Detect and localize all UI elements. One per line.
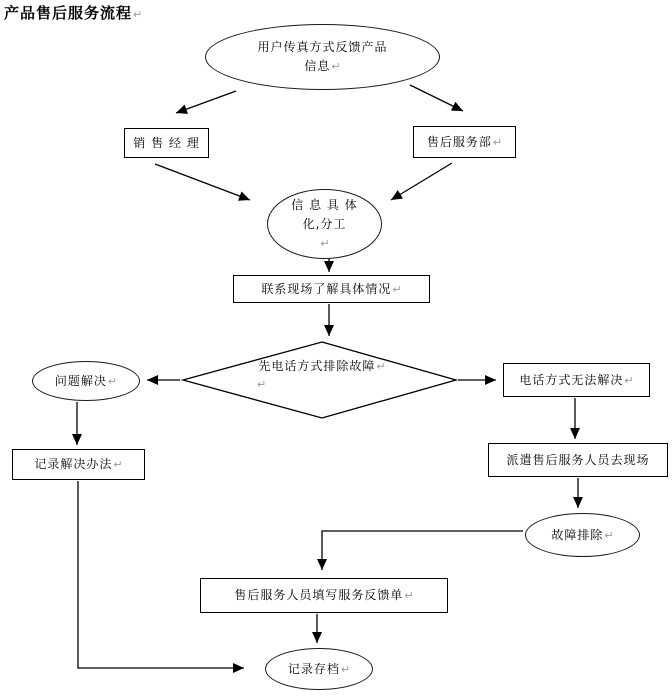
paragraph-mark: ↵ xyxy=(376,360,386,373)
node-decision-phone-first xyxy=(222,356,422,400)
arrow-start-to-sales-manager xyxy=(176,91,236,113)
paragraph-mark: ↵ xyxy=(492,135,503,149)
node-start-label: 用户传真方式反馈产品信息↵ xyxy=(257,40,388,73)
arrow-aftersales-to-info xyxy=(391,163,452,200)
node-aftersales-dept-label: 售后服务部 xyxy=(426,134,492,149)
node-aftersales-dept xyxy=(413,126,516,158)
node-fault-cleared xyxy=(525,513,640,557)
arrow-record-solution-to-archive xyxy=(78,481,244,668)
node-fill-feedback-form-label: 售后服务人员填写服务反馈单 xyxy=(234,588,404,602)
page-title xyxy=(4,2,142,23)
node-sales-manager-label: 销 售 经 理 xyxy=(133,135,200,150)
paragraph-mark: ↵ xyxy=(113,458,123,471)
node-record-solution-label: 记录解决办法 xyxy=(34,457,113,471)
page-title-text: 产品售后服务流程 xyxy=(4,4,133,22)
node-contact-site xyxy=(233,275,430,303)
node-sales-manager xyxy=(124,128,209,158)
node-fault-cleared-label: 故障排除 xyxy=(551,527,604,542)
paragraph-mark: ↵ xyxy=(624,373,634,387)
node-problem-solved xyxy=(32,361,140,401)
node-phone-failed-label: 电话方式无法解决 xyxy=(519,372,624,387)
arrow-fault-cleared-to-fill-feedback xyxy=(322,531,523,570)
node-decision-label: 先电话方式排除故障↵ xyxy=(258,359,386,373)
paragraph-mark: ↵ xyxy=(320,236,330,250)
paragraph-mark: ↵ xyxy=(107,374,118,388)
node-dispatch-personnel-label: 派遣售后服务人员去现场 xyxy=(506,452,650,467)
node-record-solution xyxy=(12,449,145,480)
paragraph-mark: ↵ xyxy=(340,662,351,676)
paragraph-mark: ↵ xyxy=(257,378,267,391)
node-problem-solved-label: 问题解决 xyxy=(54,373,107,388)
node-start-user-fax-feedback xyxy=(205,24,440,90)
node-record-archive xyxy=(265,648,373,690)
paragraph-mark: ↵ xyxy=(133,8,143,21)
node-phone-failed xyxy=(503,363,650,397)
node-fill-feedback-form xyxy=(200,578,448,613)
paragraph-mark: ↵ xyxy=(604,528,614,542)
paragraph-mark: ↵ xyxy=(331,60,341,73)
node-info-breakdown-label: 信 息 具 体 化,分工 ↵ xyxy=(291,196,357,253)
arrow-start-to-aftersales-dept xyxy=(410,85,463,111)
paragraph-mark: ↵ xyxy=(392,282,402,296)
node-info-breakdown xyxy=(267,189,382,259)
paragraph-mark: ↵ xyxy=(404,589,414,602)
node-record-archive-label: 记录存档 xyxy=(287,661,340,676)
node-dispatch-personnel xyxy=(488,443,668,477)
arrow-sales-manager-to-info xyxy=(155,164,250,200)
node-contact-site-label: 联系现场了解具体情况 xyxy=(261,281,392,296)
